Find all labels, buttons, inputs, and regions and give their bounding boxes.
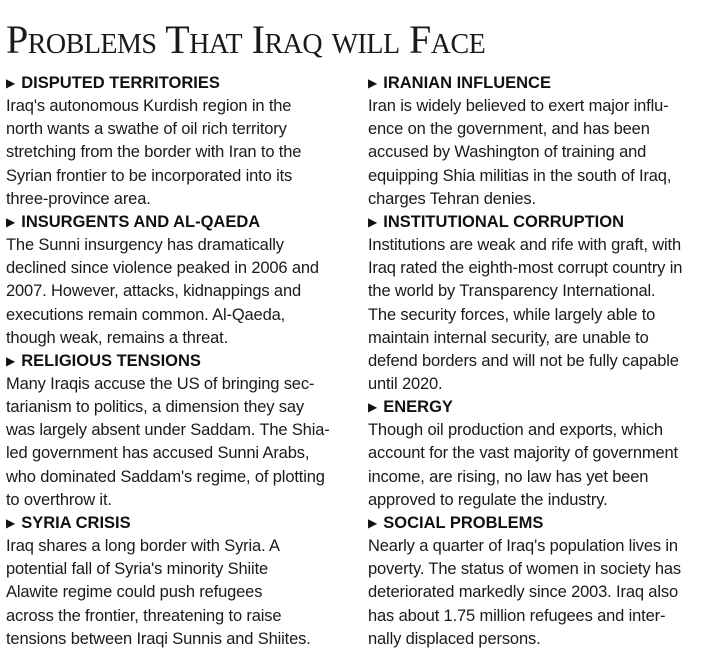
section-heading-label: SOCIAL PROBLEMS (383, 514, 544, 532)
section-heading-label: RELIGIOUS TENSIONS (21, 351, 201, 370)
body-line: 2007. However, attacks, kidnappings and (6, 282, 302, 301)
triangle-bullet-icon: ▶ (368, 214, 378, 229)
body-line: tarianism to politics, a dimension they say (6, 398, 305, 417)
body-line: Institutions are weak and rife with graft, with (368, 235, 682, 254)
body-line: account for the vast majority of government (368, 444, 678, 463)
body-line: to overthrow it. (6, 490, 112, 509)
body-line: tensions between Iraqi Sunnis and Shiites. (6, 629, 311, 648)
body-line: Though oil production and exports, which (368, 421, 663, 440)
section-heading (368, 72, 704, 95)
body-line: though weak, remains a threat. (6, 328, 229, 347)
section-heading-label: ENERGY (383, 398, 453, 417)
triangle-bullet-icon: ▶ (368, 76, 378, 90)
body-line: defend borders and will not be fully capable (368, 351, 679, 370)
triangle-bullet-icon: ▶ (6, 353, 16, 368)
body-line: accused by Washington of training and (368, 143, 647, 162)
section-social-problems (368, 512, 704, 651)
body-line: until 2020. (368, 375, 443, 394)
body-line: maintain internal security, are unable to (368, 328, 649, 347)
section-heading (6, 72, 350, 95)
page-title: Problems That Iraq will Face (6, 17, 486, 62)
body-line: declined since violence peaked in 2006 and (6, 259, 319, 278)
section-energy (368, 396, 704, 512)
body-line: The Sunni insurgency has dramatically (6, 235, 284, 254)
body-line: Nearly a quarter of Iraq's population lives in (368, 537, 678, 555)
body-line: who dominated Saddam's regime, of plotting (6, 467, 325, 486)
section-institutional-corruption (368, 211, 704, 396)
section-insurgents-al-qaeda (6, 211, 350, 350)
section-religious-tensions (6, 350, 350, 512)
triangle-bullet-icon: ▶ (6, 76, 16, 90)
body-line: income, are rising, no law has yet been (368, 467, 649, 486)
section-heading (368, 512, 704, 535)
body-line: Alawite regime could push refugees (6, 583, 263, 602)
left-column (6, 72, 350, 651)
body-line: Iraq shares a long border with Syria. A (6, 537, 280, 555)
section-heading (368, 211, 704, 234)
triangle-bullet-icon: ▶ (6, 214, 16, 229)
body-line: deteriorated markedly since 2003. Iraq also (368, 583, 678, 602)
body-line: executions remain common. Al-Qaeda, (6, 305, 286, 324)
body-line: approved to regulate the industry. (368, 490, 608, 509)
section-heading-label: IRANIAN INFLUENCE (383, 74, 551, 92)
section-heading-label: INSTITUTIONAL CORRUPTION (383, 212, 625, 231)
body-line: Iran is widely believed to exert major influ- (368, 97, 669, 115)
body-line: equipping Shia militias in the south of Iraq, (368, 166, 672, 185)
body-line: across the frontier, threatening to raise (6, 606, 282, 625)
body-line: The security forces, while largely able to (368, 305, 656, 324)
section-heading (6, 211, 350, 234)
section-syria-crisis (6, 512, 350, 651)
body-line: led government has accused Sunni Arabs, (6, 444, 310, 463)
section-heading-label: DISPUTED TERRITORIES (21, 74, 220, 92)
section-iranian-influence (368, 72, 704, 211)
body-line: Iraq's autonomous Kurdish region in the (6, 97, 292, 115)
body-line: Iraq rated the eighth-most corrupt country in (368, 259, 683, 278)
section-heading-label: SYRIA CRISIS (21, 514, 131, 532)
body-line: Syrian frontier to be incorporated into its (6, 166, 293, 185)
triangle-bullet-icon: ▶ (6, 516, 16, 530)
section-heading (6, 350, 350, 373)
section-heading (368, 396, 704, 419)
body-line: has about 1.75 million refugees and inter- (368, 606, 666, 625)
body-line: potential fall of Syria's minority Shiite (6, 560, 269, 579)
body-line: nally displaced persons. (368, 629, 541, 648)
body-line: stretching from the border with Iran to the (6, 143, 302, 162)
triangle-bullet-icon: ▶ (368, 400, 378, 415)
section-heading (6, 512, 350, 535)
right-column (368, 72, 704, 651)
body-line: Many Iraqis accuse the US of bringing sec- (6, 374, 315, 393)
body-line: charges Tehran denies. (368, 189, 536, 208)
body-line: was largely absent under Saddam. The Shia- (6, 421, 330, 440)
body-line: north wants a swathe of oil rich territory (6, 120, 287, 139)
section-disputed-territories (6, 72, 350, 211)
body-line: the world by Transparency International. (368, 282, 656, 301)
triangle-bullet-icon: ▶ (368, 516, 378, 530)
body-line: poverty. The status of women in society has (368, 560, 682, 579)
section-heading-label: INSURGENTS AND AL-QAEDA (21, 212, 261, 231)
body-line: three-province area. (6, 189, 151, 208)
body-line: ence on the government, and has been (368, 120, 650, 139)
